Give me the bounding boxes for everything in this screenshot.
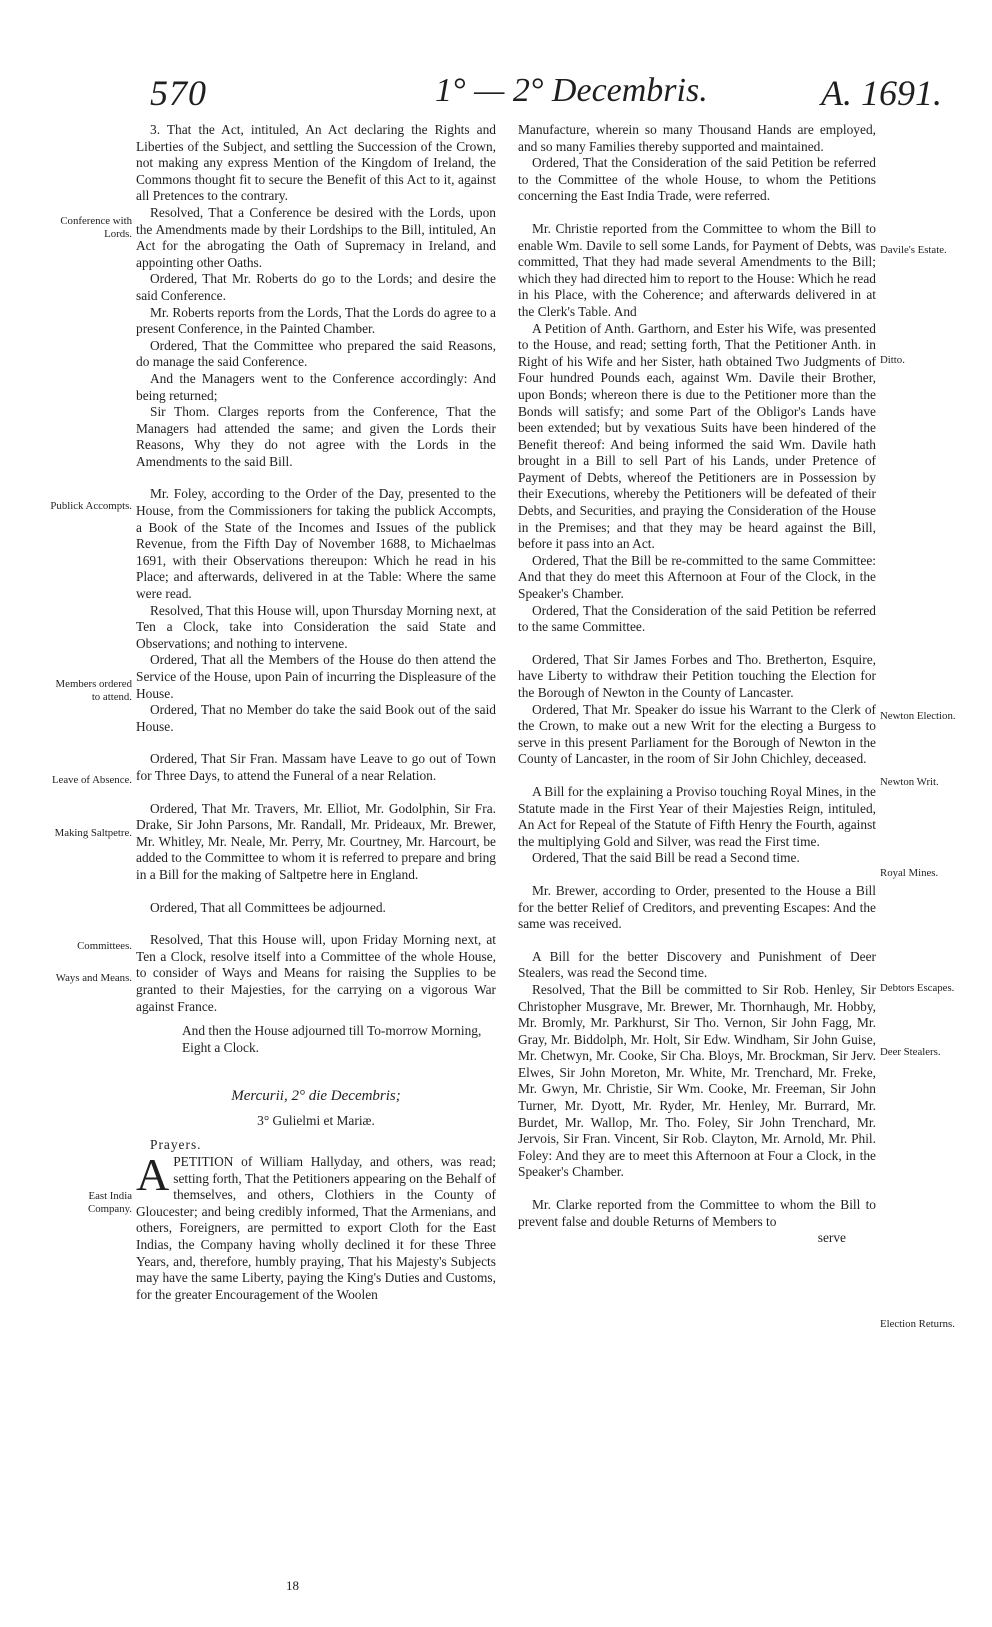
paragraph: Mr. Brewer, according to Order, presented to the House a Bill for the better Relief of Creditors, and preventing Escapes: And the same was received. xyxy=(518,882,876,932)
paragraph: A Petition of Anth. Garthorn, and Ester his Wife, was presented to the House, and read; setting forth, That the Petitioner Anth. in Right of his Wife and her Sister, hath obtained Two Judgments of Four hundred Pounds each, against Wm. Davile their Brother, upon Bonds; whereon there is due to the Petitioner more than the Bonds will satisfy; and some Part of the Obligor's Lands have been extended; but by vexatious Suits have been hindered of the Benefit thereof: And being informed the said Wm. Davile hath brought in a Bill to sell Part of his Lands, under Pretence of Payment of Debts, whereof the Petitioners are in Possession by their Executions, whereby the Petitioners will be defeated of their Debts, and Securities, and praying the Consideration of the House in the Premises; and that they may be heard against the Bill, before it pass into an Act. xyxy=(518,320,876,552)
paragraph: Mr. Roberts reports from the Lords, That the Lords do agree to a present Conference, in the Painted Chamber. xyxy=(136,304,496,337)
running-head-year: A. 1691. xyxy=(821,73,942,113)
paragraph: Ordered, That the Committee who prepared the said Reasons, do manage the said Conference. xyxy=(136,337,496,370)
margin-note-left: East India Company. xyxy=(88,1190,132,1215)
margin-note-left: Conference with Lords. xyxy=(60,215,132,240)
paragraph: Resolved, That a Conference be desired with the Lords, upon the Amendments made by their Lordships to the Bill, intituled, An Act for the abrogating the Oath of Supremacy in Ireland, and appointing other Oaths. xyxy=(136,204,496,270)
margin-note-right: Davile's Estate. xyxy=(880,244,947,256)
petition-paragraph: APETITION of William Hallyday, and others, was read; setting forth, That the Petitioners appearing on the Behalf of themselves, and others, Clothiers in the County of Gloucester; and being credibly informed, That the Armenians, and others, Foreigners, are permitted to export Cloth for the East Indias, the Company having wholly declined it for these Three Years, and, therefore, humbly praying, That his Majesty's Subjects may have the same Liberty, paying the King's Duties and Customs, for the greater Encouragement of the Woolen xyxy=(136,1149,496,1302)
paragraph: Ordered, That Mr. Travers, Mr. Elliot, Mr. Godolphin, Sir Fra. Drake, Sir John Parsons, Mr. Randall, Mr. Prideaux, Mr. Brewer, Mr. Whitley, Mr. Neale, Mr. Perry, Mr. Courtney, Mr. Harcourt, be added to the Committee to whom it is referred to prepare and bring in a Bill for the making of Saltpetre here in England. xyxy=(136,800,496,882)
paragraph: Ordered, That the Consideration of the said Petition be referred to the Committee of the whole House, to whom the Petitions concerning the East India Trade, were referred. xyxy=(518,155,876,204)
margin-note-left: Publick Accompts. xyxy=(50,500,132,512)
margin-note-right: Debtors Escapes. xyxy=(880,982,955,994)
paragraph: Mr. Clarke reported from the Committee to whom the Bill to prevent false and double Returns of Members to xyxy=(518,1197,876,1229)
catchword: serve xyxy=(817,1230,846,1246)
prayers-heading: Prayers. xyxy=(150,1137,202,1153)
paragraph: A Bill for the better Discovery and Punishment of Deer Stealers, was read the Second time. xyxy=(518,948,876,981)
paragraph: Ordered, That all Committees be adjourned. xyxy=(150,899,386,915)
paragraph: Ordered, That all the Members of the House do then attend the Service of the House, upon Pain of incurring the Displeasure of the House. xyxy=(136,652,496,701)
drop-cap: A xyxy=(136,1149,170,1201)
paragraph: Resolved, That the Bill be committed to Sir Rob. Henley, Sir Christopher Musgrave, Mr. Brewer, Mr. Thornhaugh, Mr. Hobby, Mr. Bromly, Mr. Parkhurst, Sir Tho. Vernon, Sir John Fagg, Mr. Gray, Mr. Biddolph, Mr. Holt, Sir Edw. Windham, Sir John Guise, Mr. Chetwyn, Mr. Cooke, Sir Cha. Bloys, Mr. Brockman, Sir Jerv. Elwes, Sir John Moreton, Mr. White, Mr. Trenchard, Mr. Freke, Mr. Gwyn, Mr. Christie, Sir Wm. Cooke, Mr. Freeman, Sir John Turner, Mr. Dyott, Mr. Ryder, Mr. Henley, Mr. Burrard, Mr. Burdet, Mr. Wallop, Mr. Tho. Foley, Sir John Trenchard, Mr. Jervois, Sir Fran. Vincent, Sir Rob. Clayton, Mr. Arnold, Mr. Phil. Foley: And they are to meet this Afternoon at Four a Clock, in the Speaker's Chamber. xyxy=(518,981,876,1180)
margin-note-right: Deer Stealers. xyxy=(880,1046,941,1058)
margin-note-left: Ways and Means. xyxy=(55,972,132,984)
margin-note-right: Election Returns. xyxy=(880,1318,955,1330)
paragraph: Ordered, That Mr. Speaker do issue his Warrant to the Clerk of the Crown, to make out a new Writ for the electing a Burgess to serve in this present Parliament for the Borough of Newton in the County of Lancaster, in the room of Sir John Chichley, deceased. xyxy=(518,701,876,767)
adjournment-note: And then the House adjourned till To-morrow Morning, Eight a Clock. xyxy=(182,1023,482,1055)
margin-note-left: Leave of Absence. xyxy=(51,774,132,786)
paragraph: Sir Thom. Clarges reports from the Conference, That the Managers had attended the same; and given the Lords their Reasons, Why they do not agree with the Lords in the Amendments to the said Bill. xyxy=(136,404,496,469)
paragraph: Resolved, That this House will, upon Friday Morning next, at Ten a Clock, resolve itself into a Committee of the whole House, to consider of Ways and Means for raising the Supplies to be granted to their Majesties, for the carrying on a vigorous War against France. xyxy=(136,932,496,1014)
paragraph: Mr. Christie reported from the Committee to whom the Bill to enable Wm. Davile to sell some Lands, for Payment of Debts, was committed, That they had made several Amendments to the Bill; which they had directed him to report to the House: Which he read in his Place, with the Coherence; and afterwards delivered in at the Clerk's Table. And xyxy=(518,220,876,319)
left-column xyxy=(136,122,496,1303)
running-head-dates: 1° — 2° Decembris. xyxy=(435,72,708,109)
page-number: 570 xyxy=(150,73,207,113)
paragraph: Ordered, That Sir James Forbes and Tho. Bretherton, Esquire, have Liberty to withdraw their Petition touching the Election for the Borough of Newton in the County of Lancaster. xyxy=(518,651,876,700)
right-column xyxy=(518,122,876,1247)
paragraph: Ordered, That the said Bill be read a Second time. xyxy=(532,850,800,866)
signature-mark: 18 xyxy=(286,1578,299,1593)
page-header xyxy=(150,72,942,118)
paragraph: Ordered, That no Member do take the said Book out of the said House. xyxy=(136,702,496,734)
paragraph: 3. That the Act, intituled, An Act declaring the Rights and Liberties of the Subject, and settling the Succession of the Crown, not making any express Mention of the Kingdom of Ireland, the Commons thought fit to secure the Benefit of this Act to it, against all Pretences to the contrary. xyxy=(136,122,496,204)
paragraph: Ordered, That Sir Fran. Massam have Leave to go out of Town for Three Days, to attend the Funeral of a near Relation. xyxy=(136,751,496,783)
paragraph: A Bill for the explaining a Proviso touching Royal Mines, in the Statute made in the First Year of their Majesties Reign, intituled, An Act for Repeal of the Statute of Fifth Henry the Fourth, against the multiplying Gold and Silver, was read the First time. xyxy=(518,783,876,849)
paragraph: Resolved, That this House will, upon Thursday Morning next, at Ten a Clock, take into Consideration the said State and Observations; and nothing to intervene. xyxy=(136,602,496,651)
margin-note-right: Royal Mines. xyxy=(880,867,939,879)
paragraph: Manufacture, wherein so many Thousand Hands are employed, and so many Families thereby supported and maintained. xyxy=(518,122,876,154)
paragraph: Ordered, That the Bill be re-committed to the same Committee: And that they do meet this Afternoon at Four of the Clock, in the Speaker's Chamber. xyxy=(518,552,876,602)
margin-note-left: Committees. xyxy=(77,940,132,952)
margin-note-right: Newton Election. xyxy=(880,710,956,722)
margin-note-right: Ditto. xyxy=(880,354,905,366)
paragraph: Ordered, That the Consideration of the said Petition be referred to the same Committee. xyxy=(518,602,876,635)
day-heading: Mercurii, 2° die Decembris; xyxy=(231,1088,401,1105)
paragraph: Mr. Foley, according to the Order of the Day, presented to the House, from the Commissioners for taking the publick Accompts, a Book of the State of the Incomes and Issues of the publick Revenue, from the Fifth Day of November 1688, to Michaelmas 1691, with their Observations thereupon: Which he read in his Place; and afterwards, delivered in at the Table: Where the same were read. xyxy=(136,486,496,602)
margin-note-right: Newton Writ. xyxy=(880,776,939,788)
regnal-year: 3° Gulielmi et Mariæ. xyxy=(257,1112,375,1128)
margin-note-left: Members ordered to attend. xyxy=(55,678,132,703)
paragraph: Ordered, That Mr. Roberts do go to the Lords; and desire the said Conference. xyxy=(136,271,496,303)
margin-note-left: Making Saltpetre. xyxy=(54,827,132,839)
paragraph: And the Managers went to the Conference accordingly: And being returned; xyxy=(136,370,496,403)
